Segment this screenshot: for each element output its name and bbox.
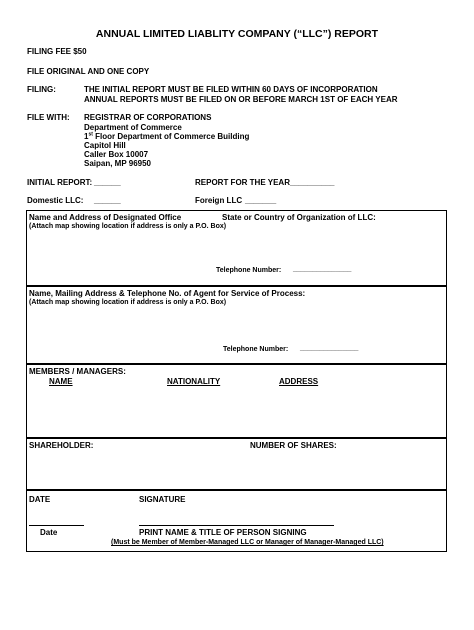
number-of-shares-label: NUMBER OF SHARES: — [250, 441, 337, 450]
filing-line-1: THE INITIAL REPORT MUST BE FILED WITHIN 60 DAYS OF INCORPORATION — [84, 85, 378, 94]
registrar-line: REGISTRAR OF CORPORATIONS — [84, 113, 212, 122]
report-year-label: REPORT FOR THE YEAR — [195, 178, 290, 187]
shareholder-label: SHAREHOLDER: — [29, 441, 94, 450]
print-name-caption: PRINT NAME & TITLE OF PERSON SIGNING — [139, 528, 307, 537]
floor-number: 1 — [84, 132, 89, 141]
initial-report-field[interactable]: ______ — [94, 178, 121, 187]
file-original: FILE ORIGINAL AND ONE COPY — [27, 67, 150, 76]
members-heading: MEMBERS / MANAGERS: — [29, 367, 126, 376]
filing-fee: FILING FEE $50 — [27, 47, 87, 56]
date-label: DATE — [29, 495, 51, 504]
member-manager-note: (Must be Member of Member-Managed LLC or Manager of Manager-Managed LLC) — [111, 539, 384, 546]
column-address: ADDRESS — [279, 377, 319, 386]
telephone-field[interactable]: _______________ — [293, 266, 352, 273]
form-title: ANNUAL LIMITED LIABLITY COMPANY (“LLC”) REPORT — [95, 28, 379, 40]
filing-label: FILING: — [27, 85, 56, 94]
filing-line-2: ANNUAL REPORTS MUST BE FILED ON OR BEFORE MARCH 1ST OF EACH YEAR — [84, 95, 398, 104]
agent-heading: Name, Mailing Address & Telephone No. of Agent for Service of Process: — [29, 289, 306, 298]
column-name: NAME — [49, 377, 73, 386]
map-note: (Attach map showing location if address is only a P.O. Box) — [29, 223, 227, 230]
telephone-label: Telephone Number: — [216, 267, 282, 274]
date-caption: Date — [40, 528, 58, 537]
signature-line[interactable] — [139, 525, 334, 526]
floor-suffix: st — [88, 131, 93, 138]
designated-office-heading: Name and Address of Designated Office — [29, 213, 182, 222]
signature-label: SIGNATURE — [139, 495, 186, 504]
floor-line — [84, 132, 249, 141]
column-nationality: NATIONALITY — [167, 377, 221, 386]
date-line[interactable] — [29, 525, 84, 526]
floor-rest: Floor Department of Commerce Building — [92, 132, 250, 141]
caller-box-line: Caller Box 10007 — [84, 150, 149, 159]
state-of-organization-heading: State or Country of Organization of LLC: — [222, 213, 376, 222]
agent-map-note: (Attach map showing location if address is only a P.O. Box) — [29, 299, 227, 306]
agent-telephone-field[interactable]: _______________ — [300, 345, 359, 352]
capitol-hill-line: Capitol Hill — [84, 141, 126, 150]
department-line: Department of Commerce — [84, 123, 182, 132]
agent-telephone-label: Telephone Number: — [223, 346, 289, 353]
report-year-field[interactable]: __________ — [290, 178, 335, 187]
city-line: Saipan, MP 96950 — [84, 159, 151, 168]
domestic-llc-label: Domestic LLC: — [27, 196, 84, 205]
domestic-llc-field[interactable]: ______ — [94, 196, 121, 205]
foreign-llc-field[interactable]: _______ — [245, 196, 277, 205]
file-with-label: FILE WITH: — [27, 113, 70, 122]
initial-report-label: INITIAL REPORT: — [27, 178, 93, 187]
foreign-llc-label: Foreign LLC — [195, 196, 243, 205]
